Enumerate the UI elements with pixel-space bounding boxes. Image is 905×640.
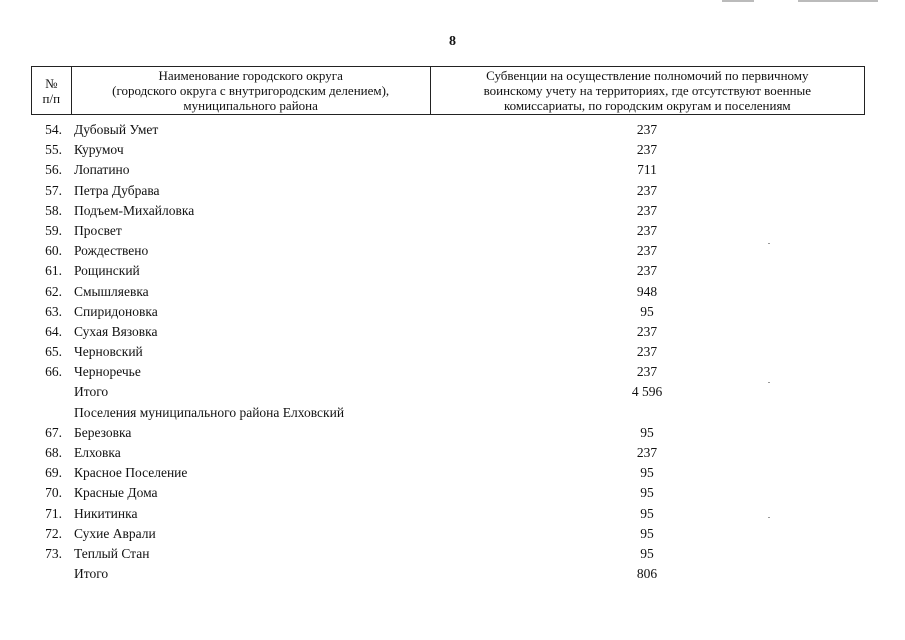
subsidy-value: 237 bbox=[636, 445, 658, 460]
settlement-name: Теплый Стан bbox=[74, 545, 150, 561]
row-number: 73. bbox=[45, 545, 62, 561]
subsidy-value: 237 bbox=[636, 202, 658, 218]
table-row bbox=[0, 302, 905, 322]
row-number: 62. bbox=[45, 283, 62, 299]
subsidy-value: 711 bbox=[637, 162, 657, 178]
settlement-name: Сухие Аврали bbox=[74, 525, 156, 541]
table-row bbox=[0, 120, 905, 140]
row-number: 61. bbox=[45, 263, 62, 279]
settlement-name: Просвет bbox=[74, 222, 122, 238]
subsidy-value: 237 bbox=[636, 344, 658, 360]
row-number: 54. bbox=[45, 122, 62, 137]
table-row bbox=[0, 423, 905, 443]
table-row bbox=[0, 342, 905, 362]
subsidy-value: 4 596 bbox=[631, 384, 663, 400]
row-number: 65. bbox=[45, 344, 62, 360]
column-header-number-text: № п/п bbox=[42, 75, 61, 106]
settlement-name: Смышляевка bbox=[74, 283, 149, 299]
row-number: 69. bbox=[45, 465, 62, 481]
settlement-name: Петра Дубрава bbox=[74, 182, 160, 198]
settlement-name: Березовка bbox=[74, 424, 132, 440]
subsidy-value: 806 bbox=[636, 566, 658, 582]
table-row bbox=[0, 181, 905, 201]
settlement-name: Сухая Вязовка bbox=[74, 323, 158, 339]
table-row bbox=[0, 564, 905, 584]
table-row bbox=[0, 382, 905, 402]
settlement-name: Рощинский bbox=[74, 263, 140, 279]
row-number: 58. bbox=[45, 202, 62, 218]
settlement-name: Курумоч bbox=[74, 142, 124, 158]
scan-speck bbox=[768, 243, 770, 244]
subsidy-value: 237 bbox=[636, 364, 658, 380]
subsidy-value: 95 bbox=[640, 485, 654, 501]
settlement-name: Черновский bbox=[74, 344, 143, 360]
row-number: 56. bbox=[45, 162, 62, 178]
settlement-name: Итого bbox=[74, 566, 109, 582]
settlement-name: Рождествено bbox=[74, 243, 149, 259]
column-header-number bbox=[32, 67, 72, 115]
row-number: 68. bbox=[45, 445, 62, 460]
scan-speck bbox=[768, 382, 770, 383]
subsidy-value: 237 bbox=[636, 243, 658, 259]
subsidy-value: 237 bbox=[636, 263, 658, 279]
subsidy-value: 237 bbox=[636, 222, 658, 238]
subsidy-value: 95 bbox=[640, 424, 654, 440]
table-row bbox=[0, 524, 905, 544]
table-row bbox=[0, 261, 905, 281]
subsidy-value: 95 bbox=[640, 303, 654, 319]
subsidy-value: 237 bbox=[636, 182, 658, 198]
row-number: 72. bbox=[45, 525, 62, 541]
settlement-name: Красные Дома bbox=[74, 485, 158, 501]
table-row bbox=[0, 463, 905, 483]
row-number: 67. bbox=[45, 424, 62, 440]
table-row bbox=[0, 504, 905, 524]
settlement-name: Черноречье bbox=[74, 364, 141, 380]
table-row bbox=[0, 241, 905, 261]
table-row bbox=[0, 140, 905, 160]
subsidy-value: 237 bbox=[636, 323, 658, 339]
subsidy-value: 95 bbox=[640, 525, 654, 541]
table-row bbox=[0, 483, 905, 503]
row-number: 57. bbox=[45, 182, 62, 198]
subsidy-value: 237 bbox=[636, 122, 658, 137]
table-row bbox=[0, 221, 905, 241]
row-number: 55. bbox=[45, 142, 62, 158]
scan-artifact bbox=[798, 0, 878, 2]
column-header-subsidy bbox=[430, 67, 864, 115]
row-number: 64. bbox=[45, 323, 62, 339]
row-number: 59. bbox=[45, 222, 62, 238]
row-number: 60. bbox=[45, 243, 62, 259]
scan-speck bbox=[768, 517, 770, 518]
column-header-name bbox=[71, 67, 430, 115]
column-header-subsidy-text: Субвенции на осуществление полномочий по первичному воинскому учету на территориях, где отсутствуют военные комиссариаты, по городским округам и поселениям bbox=[483, 68, 812, 113]
table-body bbox=[0, 120, 905, 584]
page-number: 8 bbox=[449, 34, 456, 49]
settlement-name: Лопатино bbox=[74, 162, 130, 178]
row-number: 66. bbox=[45, 364, 62, 380]
settlement-name: Дубовый Умет bbox=[74, 122, 159, 137]
table-row bbox=[0, 322, 905, 342]
settlement-name: Елховка bbox=[74, 445, 121, 460]
settlement-name: Поселения муниципального района Елховский bbox=[74, 404, 345, 420]
table-row bbox=[0, 544, 905, 564]
subsidy-value: 95 bbox=[640, 465, 654, 481]
table-row bbox=[0, 362, 905, 382]
settlement-name: Итого bbox=[74, 384, 109, 400]
scan-artifact bbox=[722, 0, 754, 2]
row-number: 63. bbox=[45, 303, 62, 319]
settlement-name: Подъем-Михайловка bbox=[74, 202, 195, 218]
row-number: 71. bbox=[45, 505, 62, 521]
table-row bbox=[0, 201, 905, 221]
row-number: 70. bbox=[45, 485, 62, 501]
table-row bbox=[0, 282, 905, 302]
subsidy-value: 95 bbox=[640, 505, 654, 521]
table-row bbox=[0, 403, 905, 423]
table-row bbox=[0, 160, 905, 180]
table-header bbox=[31, 66, 865, 115]
subsidy-value: 948 bbox=[636, 283, 658, 299]
settlement-name: Никитинка bbox=[74, 505, 138, 521]
subsidy-value: 237 bbox=[636, 142, 658, 158]
column-header-name-text: Наименование городского округа (городского округа с внутригородским делением), муниципального района bbox=[112, 68, 390, 113]
settlement-name: Спиридоновка bbox=[74, 303, 158, 319]
settlement-name: Красное Поселение bbox=[74, 465, 188, 481]
table-row bbox=[0, 443, 905, 463]
subsidy-value: 95 bbox=[640, 545, 654, 561]
